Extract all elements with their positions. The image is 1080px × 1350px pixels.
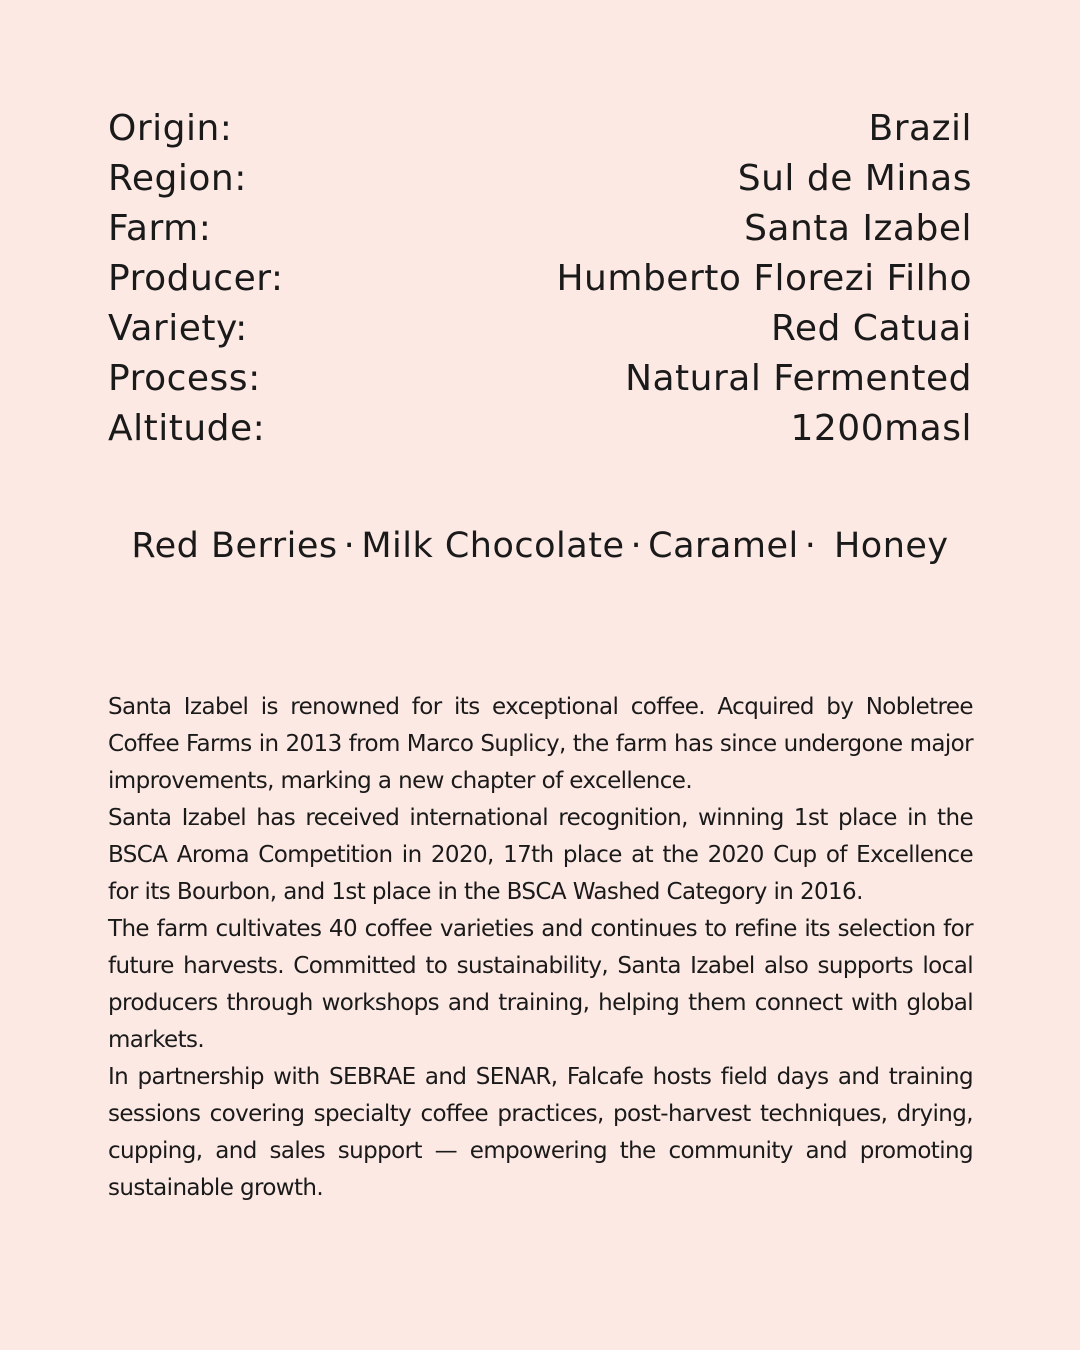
spec-label: Producer: [108, 258, 284, 299]
note-separator: · [630, 526, 643, 566]
spec-row-process [108, 354, 972, 404]
story-paragraph: Santa Izabel has received international recognition, winning 1st place in the BSCA Aroma Competition in 2020, 17th place at the 2020 Cup of Excellence for its Bourbon, and 1st place in the BSCA Washed Category in 2016. [108, 805, 973, 905]
spec-value: Red Catuai [770, 308, 972, 349]
tasting-note: Caramel [648, 526, 799, 566]
spec-value: Santa Izabel [744, 208, 972, 249]
spec-value: 1200masl [790, 408, 972, 449]
spec-value: Brazil [868, 108, 972, 149]
tasting-note: Milk Chocolate [361, 526, 625, 566]
spec-row-region [108, 154, 972, 204]
note-separator: · [804, 526, 817, 566]
farm-story [108, 689, 973, 1207]
tasting-note: Honey [833, 526, 949, 566]
note-separator: · [343, 526, 356, 566]
spec-row-farm [108, 204, 972, 254]
spec-label: Variety: [108, 308, 248, 349]
tasting-notes [108, 520, 972, 572]
spec-row-origin [108, 104, 972, 154]
tasting-note: Red Berries [131, 526, 338, 566]
spec-label: Origin: [108, 108, 233, 149]
spec-value: Humberto Florezi Filho [556, 258, 972, 299]
story-paragraph: The farm cultivates 40 coffee varieties and continues to refine its selection for future harvests. Committed to sustainability, Santa Izabel also supports local producers through workshops and training, helping them connect with global markets. [108, 916, 973, 1053]
spec-label: Farm: [108, 208, 212, 249]
spec-row-producer [108, 254, 972, 304]
spec-value: Natural Fermented [625, 358, 972, 399]
spec-label: Altitude: [108, 408, 266, 449]
spec-label: Region: [108, 158, 247, 199]
spec-row-altitude [108, 404, 972, 454]
spec-list [108, 104, 972, 454]
spec-row-variety [108, 304, 972, 354]
spec-value: Sul de Minas [737, 158, 972, 199]
spec-label: Process: [108, 358, 261, 399]
story-paragraph: In partnership with SEBRAE and SENAR, Falcafe hosts field days and training sessions covering specialty coffee practices, post-harvest techniques, drying, cupping, and sales support — empowering the community and promoting sustainable growth. [108, 1064, 973, 1201]
story-paragraph: Santa Izabel is renowned for its exceptional coffee. Acquired by Nobletree Coffee Farms in 2013 from Marco Suplicy, the farm has since undergone major improvements, marking a new chapter of excellence. [108, 694, 973, 794]
